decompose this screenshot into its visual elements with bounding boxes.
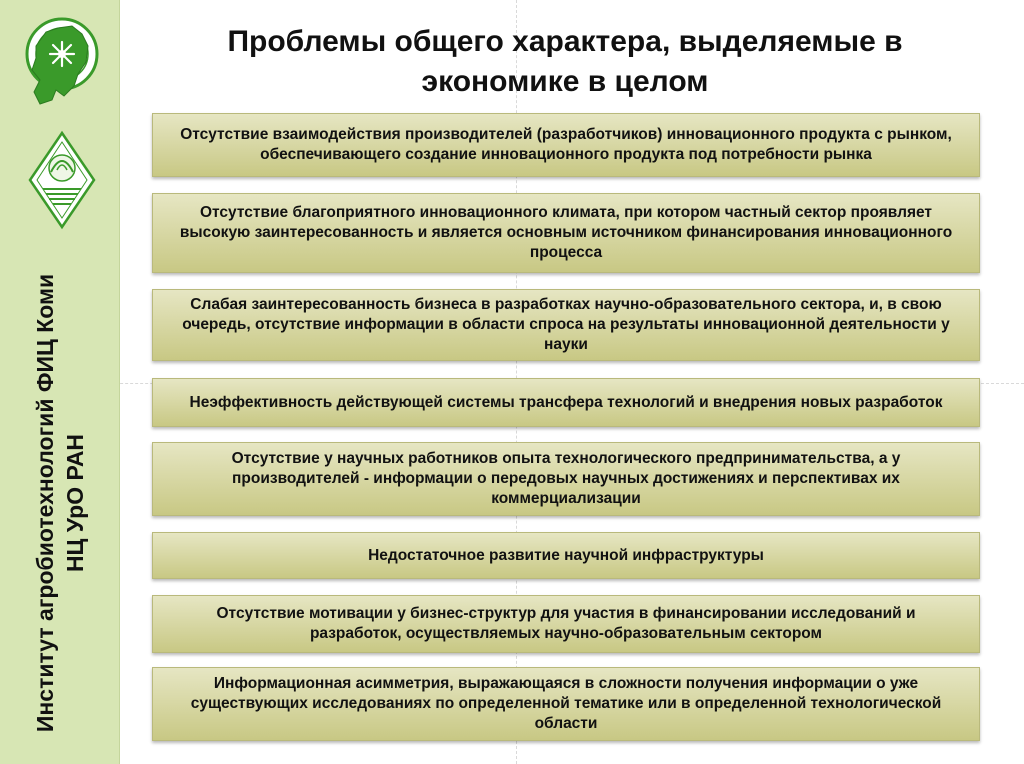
agrobiotech-institute-logo <box>27 130 97 230</box>
institute-name-vertical <box>30 274 90 732</box>
fic-komi-logo <box>22 12 102 112</box>
problem-box-3: Слабая заинтересованность бизнеса в разработках научно-образовательного сектора, и, в свою очередь, отсутствие информации в области спроса на результаты инновационной деятельности у науки <box>152 289 980 361</box>
problem-box-8: Информационная асимметрия, выражающаяся в сложности получения информации о уже существующих исследованиях по определенной тематике или в определенной технологической области <box>152 667 980 741</box>
page-title: Проблемы общего характера, выделяемые в экономике в целом <box>227 25 903 98</box>
problem-box-6: Недостаточное развитие научной инфраструктуры <box>152 532 980 579</box>
institute-name-line2: НЦ УрО РАН <box>62 433 88 573</box>
institute-name-line1: Институт агробиотехнологий ФИЦ Коми <box>32 273 58 733</box>
problem-box-7: Отсутствие мотивации у бизнес-структур для участия в финансировании исследований и разработок, осуществляемых научно-образовательным сектором <box>152 595 980 653</box>
problem-box-2: Отсутствие благоприятного инновационного климата, при котором частный сектор проявляет высокую заинтересованность и является основным источником финансирования инновационного процесса <box>152 193 980 273</box>
problem-box-1: Отсутствие взаимодействия производителей (разработчиков) инновационного продукта с рынком, обеспечивающего создание инновационного продукта под потребности рынка <box>152 113 980 177</box>
problem-box-4: Неэффективность действующей системы трансфера технологий и внедрения новых разработок <box>152 378 980 427</box>
problem-box-5: Отсутствие у научных работников опыта технологического предпринимательства, а у производителей - информации о передовых научных достижениях и перспективах их коммерциализации <box>152 442 980 516</box>
sidebar <box>0 0 120 764</box>
